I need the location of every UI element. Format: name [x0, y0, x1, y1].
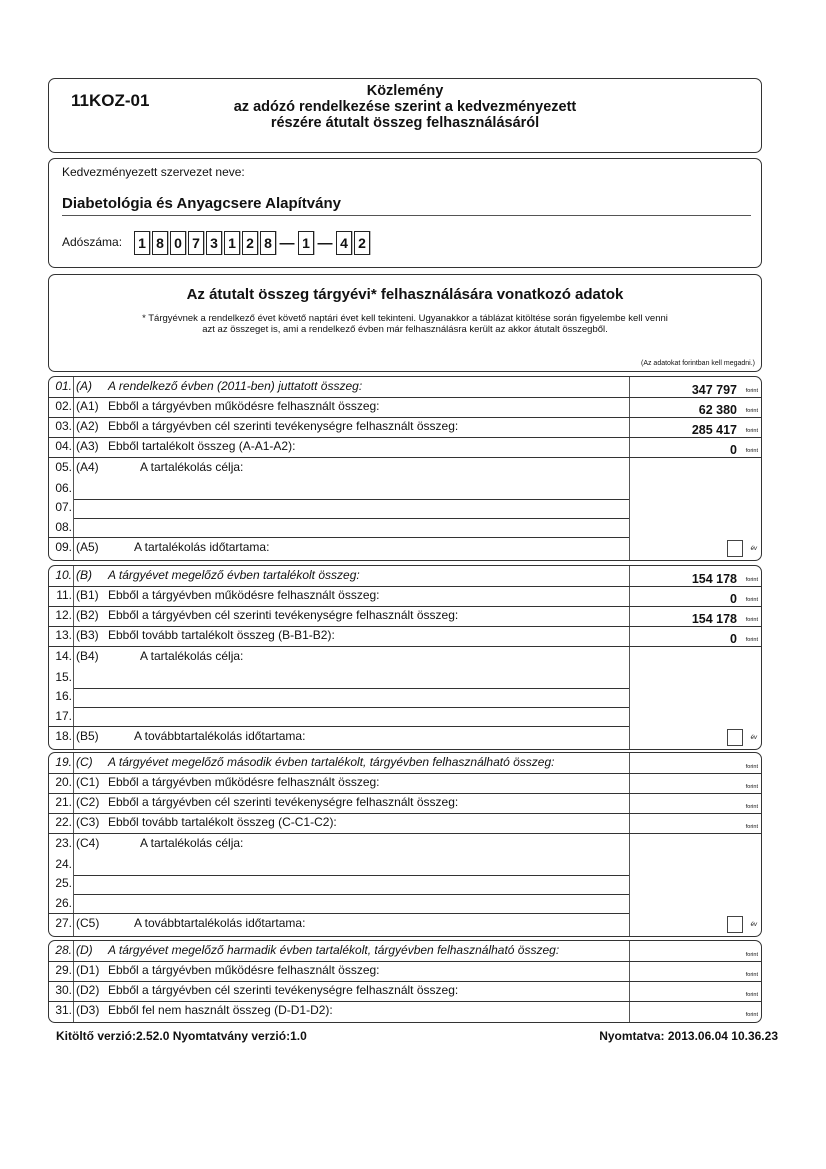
row-number: 15.: [55, 670, 72, 684]
purpose-row[interactable]: [49, 517, 761, 537]
table-row: [49, 437, 761, 457]
tax-number-field[interactable]: [134, 231, 372, 255]
table-row: [49, 606, 761, 626]
tax-digit-box[interactable]: 2: [354, 231, 370, 255]
section-heading: Az átutalt összeg tárgyévi* felhasználására vonatkozó adatok: [186, 286, 624, 303]
row-code: (A): [76, 379, 92, 393]
row-number: 02.: [55, 399, 72, 413]
table-row: [49, 961, 761, 981]
currency-unit: forint: [745, 972, 758, 978]
purpose-row: [49, 833, 761, 853]
row-text: Ebből fel nem használt összeg (D-D1-D2):: [108, 1003, 333, 1017]
row-code: (A2): [76, 419, 99, 433]
row-code: (D2): [76, 983, 100, 997]
row-divider: [49, 626, 761, 627]
section-a: [48, 376, 762, 561]
row-code: (B2): [76, 608, 99, 622]
purpose-row[interactable]: [49, 478, 761, 498]
row-number: 22.: [55, 815, 72, 829]
row-number: 04.: [55, 439, 72, 453]
currency-unit: forint: [745, 388, 758, 394]
amount-field[interactable]: 0: [730, 592, 737, 606]
row-number: 19.: [55, 755, 72, 769]
unit-note: (Az adatokat forintban kell megadni.): [640, 360, 755, 367]
row-number: 08.: [55, 520, 72, 534]
row-code: (C): [76, 755, 93, 769]
row-label: [76, 916, 305, 930]
table-row: [49, 586, 761, 606]
row-code: (B): [76, 568, 92, 582]
table-row: [49, 773, 761, 793]
duration-years-input[interactable]: [727, 540, 743, 557]
purpose-row: [49, 646, 761, 666]
org-name-field[interactable]: Diabetológia és Anyagcsere Alapítvány: [62, 195, 341, 212]
row-code: (B4): [76, 649, 99, 663]
row-code: (A1): [76, 399, 99, 413]
row-label: [76, 399, 380, 413]
footnote-line: * Tárgyévnek a rendelkező évet követő naptári évet kell tekinteni. Ugyanakkor a táblázat kitöltése során figyelembe kell venni: [142, 313, 668, 324]
tax-digit-box[interactable]: 1: [298, 231, 314, 255]
row-text: A tartalékolás célja:: [140, 649, 244, 663]
row-label: [76, 815, 337, 829]
table-row: [49, 813, 761, 833]
row-number: 05.: [55, 460, 72, 474]
amount-field[interactable]: 154 178: [691, 572, 737, 586]
row-divider: [49, 981, 761, 982]
purpose-line: [74, 518, 629, 519]
section-d: [48, 940, 762, 1023]
row-text: Ebből tovább tartalékolt összeg (B-B1-B2):: [108, 628, 335, 642]
row-label: [76, 836, 243, 850]
tax-digit-box[interactable]: 4: [336, 231, 352, 255]
print-timestamp: Nyomtatva: 2013.06.04 10.36.23: [599, 1029, 778, 1043]
row-text: A továbbtartalékolás időtartama:: [134, 916, 306, 930]
table-row: [49, 417, 761, 437]
currency-unit: forint: [745, 1012, 758, 1018]
table-row: [49, 377, 761, 397]
row-number: 24.: [55, 857, 72, 871]
row-text: A tartalékolás célja:: [140, 836, 244, 850]
tax-number-label: Adószáma:: [62, 235, 123, 249]
tax-digit-box[interactable]: 1: [134, 231, 150, 255]
row-number: 30.: [55, 983, 72, 997]
row-label: [76, 419, 458, 433]
currency-unit: forint: [745, 597, 758, 603]
row-text: A tartalékolás célja:: [140, 460, 244, 474]
purpose-line: [74, 894, 629, 895]
table-row: [49, 626, 761, 646]
row-text: A tárgyévet megelőző harmadik évben tartalékolt, tárgyévben felhasználható összeg:: [108, 943, 560, 957]
tax-digit-box[interactable]: 2: [242, 231, 258, 255]
row-label: [76, 608, 458, 622]
row-number: 20.: [55, 775, 72, 789]
row-number: 18.: [55, 729, 72, 743]
purpose-row[interactable]: [49, 873, 761, 893]
currency-unit: forint: [745, 617, 758, 623]
row-number: 10.: [55, 568, 72, 582]
row-divider: [49, 606, 761, 607]
row-divider: [49, 417, 761, 418]
table-row: [49, 566, 761, 586]
footnote: [89, 313, 721, 335]
amount-field[interactable]: 154 178: [691, 612, 737, 626]
row-text: Ebből a tárgyévben cél szerinti tevékenységre felhasznált összeg:: [108, 419, 459, 433]
row-code: (B5): [76, 729, 99, 743]
tax-digit-box[interactable]: 1: [224, 231, 240, 255]
form-code: 11KOZ-01: [71, 91, 150, 110]
table-row: [49, 941, 761, 961]
row-text: Ebből tovább tartalékolt összeg (C-C1-C2):: [108, 815, 337, 829]
row-code: (A5): [76, 540, 99, 554]
footnote-line: azt az összeget is, ami a rendelkező évben már felhasználásra került az akkor átutalt összegből.: [202, 324, 608, 335]
row-code: (D3): [76, 1003, 100, 1017]
row-number: 09.: [55, 540, 72, 554]
duration-row: [49, 726, 761, 748]
purpose-row[interactable]: [49, 497, 761, 517]
table-row: [49, 397, 761, 417]
form-header: [48, 78, 762, 153]
row-label: [76, 983, 458, 997]
row-divider: [49, 961, 761, 962]
row-label: [76, 795, 458, 809]
tax-separator: —: [317, 234, 333, 252]
row-number: 31.: [55, 1003, 72, 1017]
row-number: 11.: [56, 588, 72, 602]
row-code: (C4): [76, 836, 100, 850]
row-number: 25.: [55, 876, 72, 890]
row-label: [76, 963, 380, 977]
year-unit: év: [750, 546, 757, 552]
row-text: Ebből a tárgyévben cél szerinti tevékenységre felhasznált összeg:: [108, 795, 459, 809]
row-text: A tárgyévet megelőző második évben tartalékolt, tárgyévben felhasználható összeg:: [108, 755, 555, 769]
row-divider: [49, 793, 761, 794]
table-row: [49, 981, 761, 1001]
amount-field[interactable]: 62 380: [698, 403, 737, 417]
currency-unit: forint: [745, 448, 758, 454]
amount-field[interactable]: 285 417: [691, 423, 737, 437]
org-name-label: Kedvezményezett szervezet neve:: [62, 165, 245, 179]
purpose-line: [74, 499, 629, 500]
tax-digit-box[interactable]: 0: [170, 231, 186, 255]
purpose-line: [74, 707, 629, 708]
tax-digit-box[interactable]: 7: [188, 231, 204, 255]
year-unit: év: [750, 735, 757, 741]
row-code: (C5): [76, 916, 100, 930]
currency-unit: forint: [745, 637, 758, 643]
row-code: (A4): [76, 460, 99, 474]
purpose-row[interactable]: [49, 893, 761, 913]
row-number: 29.: [55, 963, 72, 977]
currency-unit: forint: [745, 428, 758, 434]
info-panel: [48, 274, 762, 372]
row-code: (D1): [76, 963, 100, 977]
row-number: 14.: [55, 649, 72, 663]
currency-unit: forint: [745, 408, 758, 414]
table-row: [49, 753, 761, 773]
row-number: 06.: [55, 481, 72, 495]
row-label: [76, 649, 243, 663]
purpose-row[interactable]: [49, 854, 761, 874]
purpose-row: [49, 457, 761, 477]
row-text: Ebből tartalékolt összeg (A-A1-A2):: [108, 439, 296, 453]
currency-unit: forint: [745, 952, 758, 958]
row-text: A rendelkező évben (2011-ben) juttatott összeg:: [108, 379, 363, 393]
row-divider: [49, 1001, 761, 1002]
row-code: (C1): [76, 775, 100, 789]
row-text: Ebből a tárgyévben cél szerinti tevékenységre felhasznált összeg:: [108, 608, 459, 622]
amount-field[interactable]: 0: [730, 443, 737, 457]
tax-digit-box[interactable]: 8: [152, 231, 168, 255]
row-label: [76, 568, 360, 582]
row-label: [76, 439, 295, 453]
row-text: A tartalékolás időtartama:: [134, 540, 270, 554]
table-row: [49, 793, 761, 813]
row-code: (B1): [76, 588, 99, 602]
row-text: A tárgyévet megelőző évben tartalékolt összeg:: [108, 568, 360, 582]
currency-unit: forint: [745, 992, 758, 998]
section-c: [48, 752, 762, 937]
row-label: [76, 540, 269, 554]
row-number: 21.: [55, 795, 72, 809]
amount-field[interactable]: 347 797: [691, 383, 737, 397]
row-text: Ebből a tárgyévben működésre felhasznált összeg:: [108, 963, 380, 977]
row-label: [76, 729, 305, 743]
row-text: Ebből a tárgyévben cél szerinti tevékenységre felhasznált összeg:: [108, 983, 459, 997]
row-number: 12.: [55, 608, 72, 622]
row-divider: [49, 813, 761, 814]
row-text: Ebből a tárgyévben működésre felhasznált összeg:: [108, 399, 380, 413]
duration-years-input[interactable]: [727, 729, 743, 746]
tax-digit-box[interactable]: 3: [206, 231, 222, 255]
row-number: 16.: [55, 689, 72, 703]
row-label: [76, 460, 243, 474]
row-number: 07.: [55, 500, 72, 514]
currency-unit: forint: [745, 824, 758, 830]
row-number: 28.: [55, 943, 72, 957]
row-code: (C3): [76, 815, 100, 829]
row-number: 13.: [55, 628, 72, 642]
row-number: 01.: [55, 379, 72, 393]
row-label: [76, 588, 380, 602]
row-divider: [49, 397, 761, 398]
row-divider: [49, 437, 761, 438]
row-code: (D): [76, 943, 93, 957]
row-text: Ebből a tárgyévben működésre felhasznált összeg:: [108, 775, 380, 789]
row-label: [76, 379, 362, 393]
year-unit: év: [750, 922, 757, 928]
row-code: (C2): [76, 795, 100, 809]
organization-panel: [48, 158, 762, 268]
row-code: (A3): [76, 439, 99, 453]
row-label: [76, 755, 554, 769]
tax-digit-box[interactable]: 8: [260, 231, 276, 255]
version-info: Kitöltő verzió:2.52.0 Nyomtatvány verzió:1.0: [56, 1029, 307, 1043]
form-title: [159, 83, 651, 131]
purpose-line: [74, 875, 629, 876]
row-code: (B3): [76, 628, 99, 642]
row-label: [76, 775, 380, 789]
row-label: [76, 1003, 333, 1017]
row-label: [76, 943, 559, 957]
table-row: [49, 1001, 761, 1021]
currency-unit: forint: [745, 804, 758, 810]
row-label: [76, 628, 335, 642]
currency-unit: forint: [745, 764, 758, 770]
tax-separator: —: [279, 234, 295, 252]
title-line: az adózó rendelkezése szerint a kedvezményezett: [233, 99, 577, 115]
currency-unit: forint: [745, 784, 758, 790]
row-divider: [49, 773, 761, 774]
currency-unit: forint: [745, 577, 758, 583]
row-number: 17.: [55, 709, 72, 723]
section-b: [48, 565, 762, 750]
purpose-row[interactable]: [49, 686, 761, 706]
purpose-line: [74, 688, 629, 689]
purpose-row[interactable]: [49, 706, 761, 726]
title-line: részére átutalt összeg felhasználásáról: [270, 115, 540, 131]
duration-row: [49, 537, 761, 559]
purpose-row[interactable]: [49, 667, 761, 687]
duration-row: [49, 913, 761, 935]
row-number: 23.: [55, 836, 72, 850]
row-divider: [49, 586, 761, 587]
row-text: A továbbtartalékolás időtartama:: [134, 729, 306, 743]
amount-field[interactable]: 0: [730, 632, 737, 646]
row-number: 26.: [55, 896, 72, 910]
row-number: 27.: [55, 916, 72, 930]
org-name-underline: [62, 215, 751, 216]
row-number: 03.: [55, 419, 72, 433]
title-line: Közlemény: [366, 83, 444, 99]
row-text: Ebből a tárgyévben működésre felhasznált összeg:: [108, 588, 380, 602]
duration-years-input[interactable]: [727, 916, 743, 933]
